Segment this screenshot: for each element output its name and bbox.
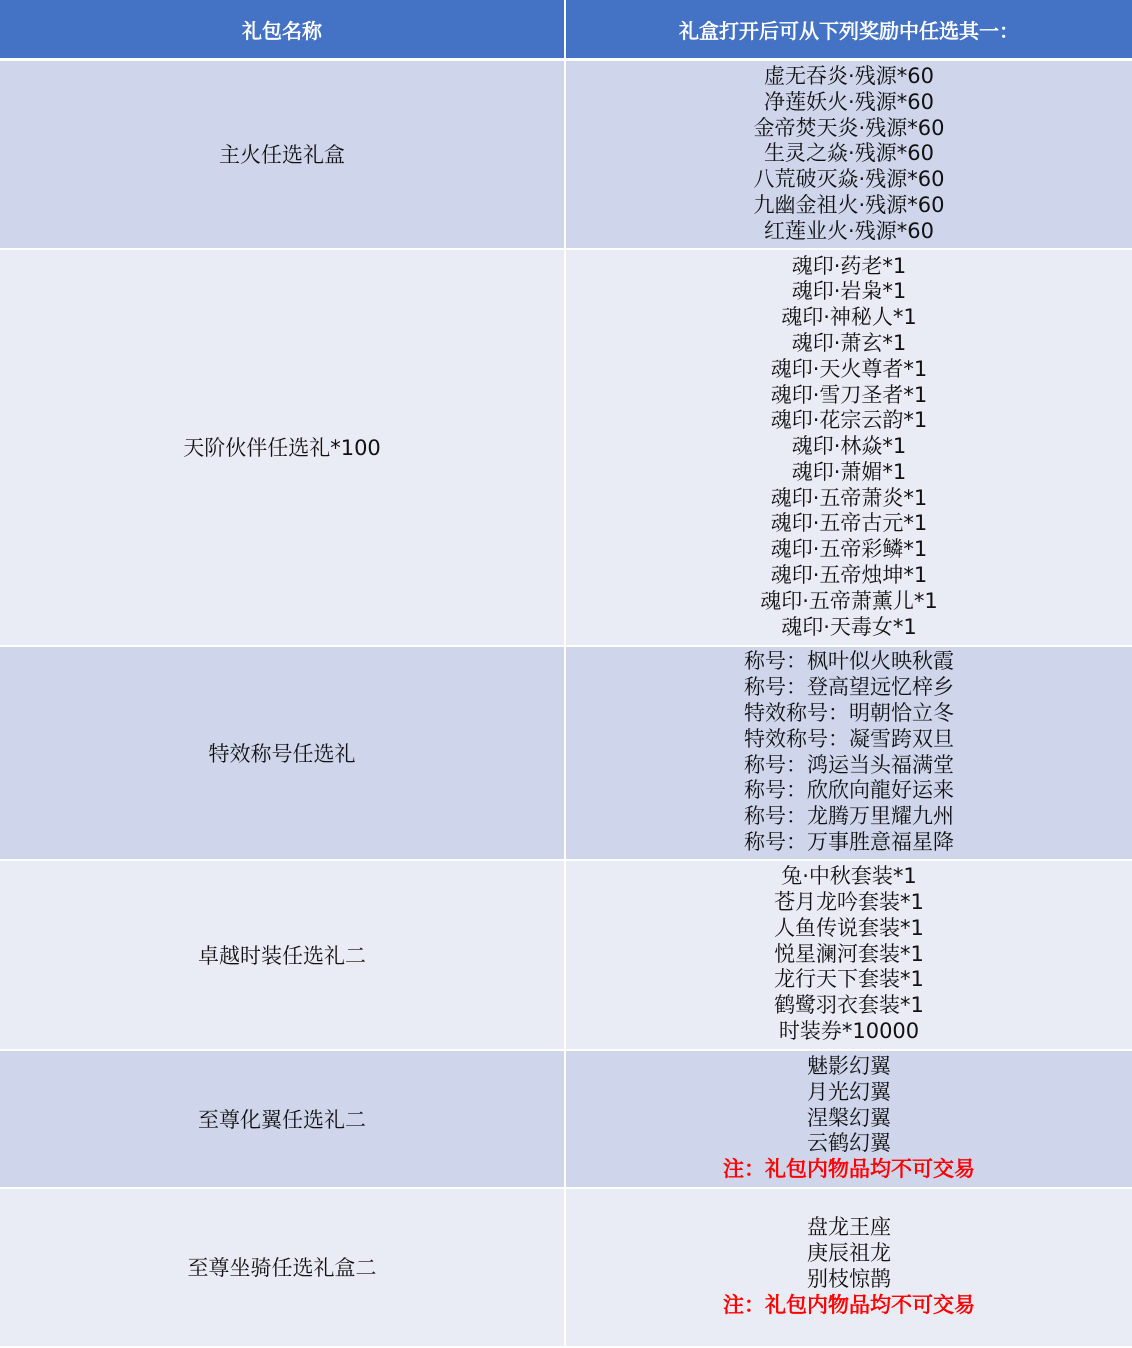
reward-item: 八荒破灭焱·残源*60 [753,167,945,192]
reward-item: 魂印·萧玄*1 [791,330,907,355]
reward-item: 盘龙王座 [807,1215,891,1240]
gift-name-cell: 特效称号任选礼 [0,646,565,860]
reward-item: 红莲业火·残源*60 [764,218,934,243]
reward-item: 魂印·天毒女*1 [781,614,917,639]
reward-item: 魂印·雪刀圣者*1 [770,382,928,407]
header-gift-name: 礼包名称 [0,0,565,60]
reward-item: 别枝惊鹊 [807,1267,891,1291]
reward-item: 魂印·五帝彩鳞*1 [770,537,928,562]
reward-item: 虚无吞炎·残源*60 [764,63,934,88]
reward-item: 魂印·林焱*1 [791,434,907,459]
reward-item: 魂印·萧媚*1 [791,459,907,484]
table-body [0,60,1132,1347]
rewards-list [566,64,1132,245]
rewards-cell [565,1050,1132,1188]
header-row [0,0,1132,60]
reward-item: 九幽金祖火·残源*60 [753,192,945,217]
reward-item: 兔·中秋套装*1 [781,864,917,889]
gift-name-cell: 卓越时装任选礼二 [0,860,565,1050]
table-row [0,860,1132,1050]
table-row [0,1188,1132,1347]
reward-item: 生灵之焱·残源*60 [764,141,934,166]
reward-item: 云鹤幻翼 [807,1131,891,1156]
reward-item: 魂印·岩枭*1 [791,279,907,304]
table-row [0,1050,1132,1188]
reward-item: 魂印·天火尊者*1 [770,356,928,381]
reward-item: 魂印·五帝萧薰儿*1 [760,588,938,613]
gift-name-cell: 天阶伙伴任选礼*100 [0,249,565,646]
reward-item: 魂印·五帝古元*1 [770,511,928,536]
reward-item: 净莲妖火·残源*60 [764,89,934,114]
no-trade-note: 注：礼包内物品均不可交易 [723,1292,975,1317]
reward-item: 称号：登高望远忆梓乡 [744,675,954,700]
rewards-list [566,254,1132,641]
reward-item: 涅槃幻翼 [807,1105,891,1130]
reward-item: 称号：枫叶似火映秋霞 [744,649,954,674]
gift-name-cell: 至尊坐骑任选礼盒二 [0,1188,565,1347]
reward-item: 魅影幻翼 [807,1054,891,1078]
reward-item: 称号：龙腾万里耀九州 [744,804,954,829]
reward-item: 特效称号：明朝恰立冬 [744,700,954,725]
reward-item: 月光幻翼 [807,1079,891,1104]
rewards-cell [565,249,1132,646]
rewards-list [566,649,1132,855]
reward-item: 称号：欣欣向龍好运来 [744,778,954,803]
reward-item: 魂印·药老*1 [791,253,907,278]
rewards-cell [565,646,1132,860]
reward-item: 龙行天下套装*1 [774,967,924,992]
gift-name-cell: 至尊化翼任选礼二 [0,1050,565,1188]
reward-item: 魂印·花宗云韵*1 [770,408,928,433]
gift-name-cell: 主火任选礼盒 [0,60,565,249]
table-row [0,249,1132,646]
reward-item: 魂印·神秘人*1 [781,305,917,330]
reward-item: 特效称号：凝雪跨双旦 [744,726,954,751]
reward-item: 金帝焚天炎·残源*60 [753,115,945,140]
rewards-list [566,1215,1132,1318]
no-trade-note: 注：礼包内物品均不可交易 [723,1157,975,1182]
reward-item: 庚辰祖龙 [807,1241,891,1266]
reward-item: 魂印·五帝萧炎*1 [770,485,928,510]
rewards-list [566,1054,1132,1183]
reward-item: 称号：鸿运当头福满堂 [744,752,954,777]
rewards-cell [565,860,1132,1050]
reward-item: 人鱼传说套装*1 [774,915,924,940]
rewards-cell [565,60,1132,249]
reward-item: 时装券*10000 [778,1018,920,1043]
rewards-list [566,864,1132,1045]
reward-item: 鹤鹭羽衣套装*1 [774,993,924,1018]
table-row [0,60,1132,249]
reward-item: 苍月龙吟套装*1 [774,890,924,914]
reward-item: 悦星澜河套装*1 [774,941,924,966]
reward-item: 魂印·五帝烛坤*1 [770,563,928,588]
header-rewards: 礼盒打开后可从下列奖励中任选其一： [565,0,1132,60]
table-row [0,646,1132,860]
rewards-cell [565,1188,1132,1347]
reward-item: 称号：万事胜意福星降 [744,829,954,854]
